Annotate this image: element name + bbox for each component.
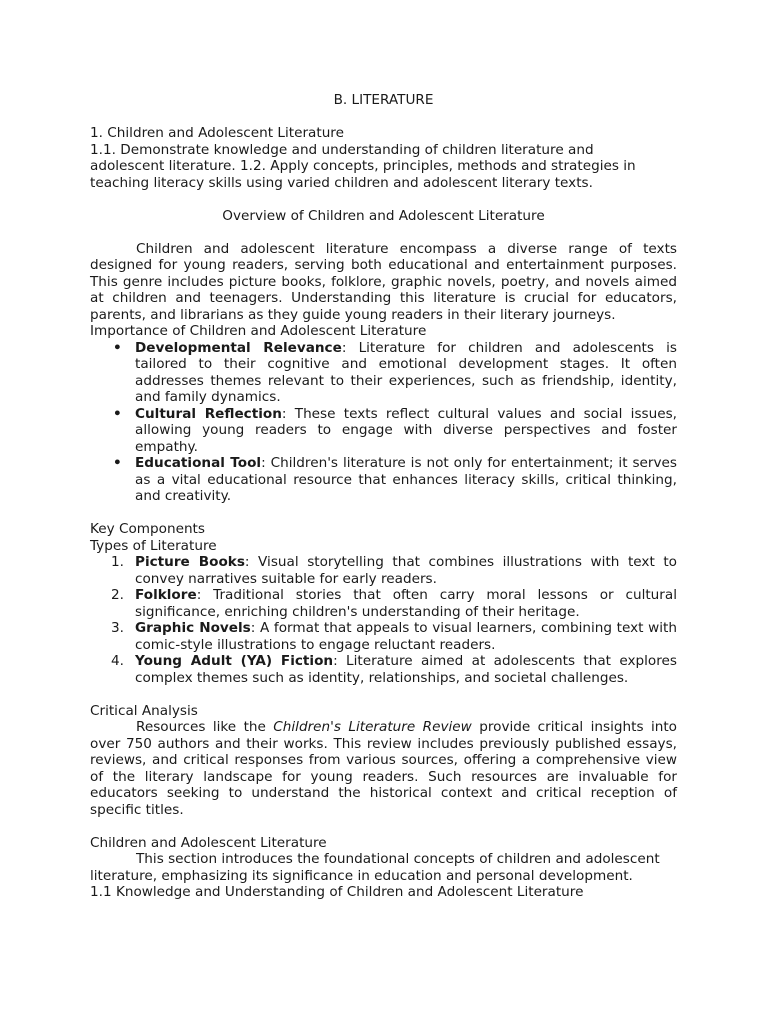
- list-number: 4.: [111, 653, 124, 669]
- spacer: [90, 818, 677, 835]
- list-item-text: : Traditional stories that often carry moral lessons or cultural significance, enriching children's understanding of their heritage.: [135, 587, 677, 620]
- spacer: [90, 224, 677, 241]
- critical-heading: Critical Analysis: [90, 702, 198, 719]
- intro-line-4: teaching literacy skills using varied children and adolescent literary texts.: [90, 174, 593, 191]
- bullet-icon: •: [113, 405, 122, 422]
- list-item: [111, 620, 677, 653]
- critical-text-after: provide critical insights into over 750 authors and their works. This review includes previously published essays, reviews, and critical responses from various sources, offering a comprehensive view of the literary landscape for young readers. Such resources are invaluable for educators seeking to understand the historical context and critical reception of specific titles.: [90, 719, 678, 818]
- list-item-text: : These texts reflect cultural values and social issues, allowing young readers to engage with diverse perspectives and foster empathy.: [135, 405, 677, 455]
- list-item-term: Developmental Relevance: [135, 339, 342, 356]
- list-item-text: : Literature for children and adolescents is tailored to their cognitive and emotional development stages. It often addresses themes relevant to their experiences, such as friendship, identity, and family dynamics.: [135, 339, 677, 405]
- list-item-term: Graphic Novels: [135, 620, 251, 636]
- critical-paragraph: [90, 719, 677, 818]
- overview-title: Overview of Children and Adolescent Literature: [222, 207, 545, 224]
- spacer: [90, 686, 677, 703]
- importance-list: [90, 340, 677, 505]
- subsection-heading: 1.1 Knowledge and Understanding of Children and Adolescent Literature: [90, 884, 584, 900]
- list-item: [113, 405, 677, 456]
- list-number: 1.: [111, 554, 124, 570]
- list-item-term: Cultural Reflection: [135, 405, 282, 422]
- list-item-text: : Literature aimed at adolescents that explores complex themes such as identity, relationships, and societal challenges.: [135, 653, 677, 686]
- spacer: [90, 191, 677, 208]
- document-page: [90, 92, 677, 901]
- list-number: 2.: [111, 587, 124, 603]
- spacer: [90, 505, 677, 522]
- intro-line-2: 1.1. Demonstrate knowledge and understanding of children literature and: [90, 141, 594, 158]
- types-list: [90, 554, 677, 686]
- bullet-icon: •: [113, 455, 122, 471]
- intro-line-3: adolescent literature. 1.2. Apply concepts, principles, methods and strategies in: [90, 158, 636, 174]
- list-item-term: Picture Books: [135, 554, 245, 570]
- critical-text-before: Resources like the: [136, 719, 274, 735]
- list-item: [111, 653, 677, 686]
- types-heading: Types of Literature: [90, 537, 217, 554]
- importance-heading: Importance of Children and Adolescent Literature: [90, 323, 427, 339]
- list-item-term: Young Adult (YA) Fiction: [135, 653, 334, 669]
- section-heading: B. LITERATURE: [333, 92, 434, 108]
- list-number: 3.: [111, 620, 124, 636]
- list-item-term: Educational Tool: [135, 455, 262, 471]
- key-components-heading: Key Components: [90, 521, 205, 537]
- list-item: [113, 339, 677, 406]
- bullet-icon: •: [113, 339, 122, 356]
- list-item: [111, 587, 677, 620]
- list-item-term: Folklore: [135, 587, 197, 603]
- section2-heading: Children and Adolescent Literature: [90, 834, 327, 851]
- section2-paragraph: This section introduces the foundational concepts of children and adolescent literature, emphasizing its significance in education and personal development.: [90, 851, 660, 884]
- list-item-text: : Visual storytelling that combines illustrations with text to convey narratives suitable for early readers.: [135, 554, 677, 587]
- intro-line-1: 1. Children and Adolescent Literature: [90, 125, 344, 141]
- list-item: [113, 455, 677, 505]
- list-item-text: : A format that appeals to visual learners, combining text with comic-style illustrations to engage reluctant readers.: [135, 620, 677, 653]
- list-item: [111, 554, 677, 587]
- spacer: [90, 109, 677, 126]
- list-item-text: : Children's literature is not only for entertainment; it serves as a vital educational resource that enhances literacy skills, critical thinking, and creativity.: [135, 455, 677, 504]
- critical-text-title: Children's Literature Review: [273, 719, 472, 735]
- overview-paragraph: Children and adolescent literature encompass a diverse range of texts designed for young readers, serving both educational and entertainment purposes. This genre includes picture books, folklore, graphic novels, poetry, and novels aimed at children and teenagers. Understanding this literature is crucial for educators, parents, and librarians as they guide young readers in their literary journeys.: [90, 240, 677, 323]
